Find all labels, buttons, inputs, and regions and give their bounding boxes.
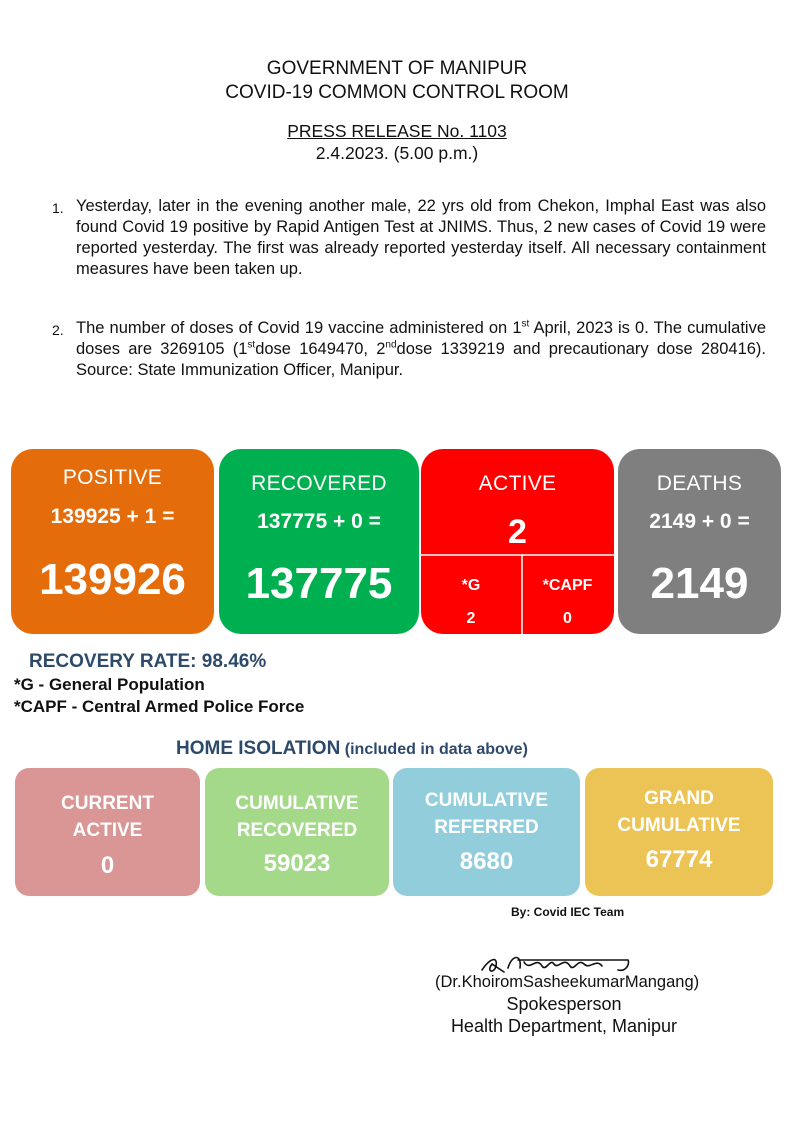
positive-card xyxy=(11,449,214,634)
card-label-line1: CUMULATIVE xyxy=(424,790,549,811)
active-g-value: 2 xyxy=(466,610,476,627)
recovery-rate: RECOVERY RATE: 98.46% xyxy=(29,651,267,672)
card-value: 59023 xyxy=(263,850,331,877)
deaths-value: 2149 xyxy=(650,559,749,608)
signatory-name: (Dr.KhoiromSasheekumarMangang) xyxy=(435,973,700,991)
card-label-line2: REFERRED xyxy=(434,817,539,838)
cumulative-recovered-card xyxy=(205,768,389,896)
home-isolation-title: HOME ISOLATION xyxy=(176,738,341,759)
deaths-equation: 2149 + 0 = xyxy=(649,510,750,533)
deaths-label: DEATHS xyxy=(656,472,743,495)
card-label-line1: GRAND xyxy=(644,788,714,809)
deaths-card xyxy=(618,449,781,634)
card-label-line2: CUMULATIVE xyxy=(617,815,741,836)
active-divider xyxy=(421,554,614,556)
press-release-number: PRESS RELEASE No. 1103 xyxy=(287,121,507,141)
recovered-equation: 137775 + 0 = xyxy=(257,510,381,533)
credit: By: Covid IEC Team xyxy=(511,905,625,919)
header-government: GOVERNMENT OF MANIPUR xyxy=(266,58,528,79)
active-g-label: *G xyxy=(461,577,481,594)
header-control-room: COVID-19 COMMON CONTROL ROOM xyxy=(225,82,569,103)
signatory-title: Spokesperson xyxy=(506,994,622,1014)
active-card xyxy=(421,449,614,634)
card-value: 8680 xyxy=(459,848,514,875)
positive-equation: 139925 + 1 = xyxy=(50,505,175,528)
item-number: 1. xyxy=(52,200,64,216)
card-label-line2: ACTIVE xyxy=(72,820,143,841)
item-text: The number of doses of Covid 19 vaccine administered on 1st April, 2023 is 0. The cumulative doses are 3269105 (1stdose 1649470, 2nddose 1339219 and precautionary dose 280416). Source: State Immunization Officer, Manipur. xyxy=(76,318,767,379)
item-text: Yesterday, later in the evening another male, 22 yrs old from Chekon, Imphal East was also found Covid 19 positive by Rapid Antigen Test at JNIMS. Thus, 2 new cases of Covid 19 were reported yesterday. The first was already reported yesterday itself. All necessary containment measures have been taken up. xyxy=(76,197,766,278)
home-isolation-heading xyxy=(176,738,528,760)
recovered-label: RECOVERED xyxy=(251,472,387,495)
card-label-line1: CUMULATIVE xyxy=(235,793,359,814)
recovered-card xyxy=(219,449,419,634)
current-active-card xyxy=(15,768,200,896)
press-release-date: 2.4.2023. (5.00 p.m.) xyxy=(315,143,479,163)
recovered-value: 137775 xyxy=(245,559,393,608)
card-label-line1: CURRENT xyxy=(61,793,154,814)
card-value: 67774 xyxy=(645,846,713,873)
item-number: 2. xyxy=(52,322,64,338)
legend-g: *G - General Population xyxy=(14,675,205,694)
home-isolation-note: (included in data above) xyxy=(344,741,528,758)
signatory-department: Health Department, Manipur xyxy=(450,1016,678,1036)
card-value: 0 xyxy=(100,852,115,879)
legend-capf: *CAPF - Central Armed Police Force xyxy=(14,697,305,716)
active-capf-value: 0 xyxy=(563,610,572,627)
positive-value: 139926 xyxy=(39,555,186,604)
grand-cumulative-card xyxy=(585,768,773,896)
cumulative-referred-card xyxy=(393,768,580,896)
card-label-line2: RECOVERED xyxy=(236,820,358,841)
active-value: 2 xyxy=(508,513,527,551)
positive-label: POSITIVE xyxy=(62,466,163,489)
active-label: ACTIVE xyxy=(478,472,557,495)
active-capf-label: *CAPF xyxy=(542,577,593,594)
